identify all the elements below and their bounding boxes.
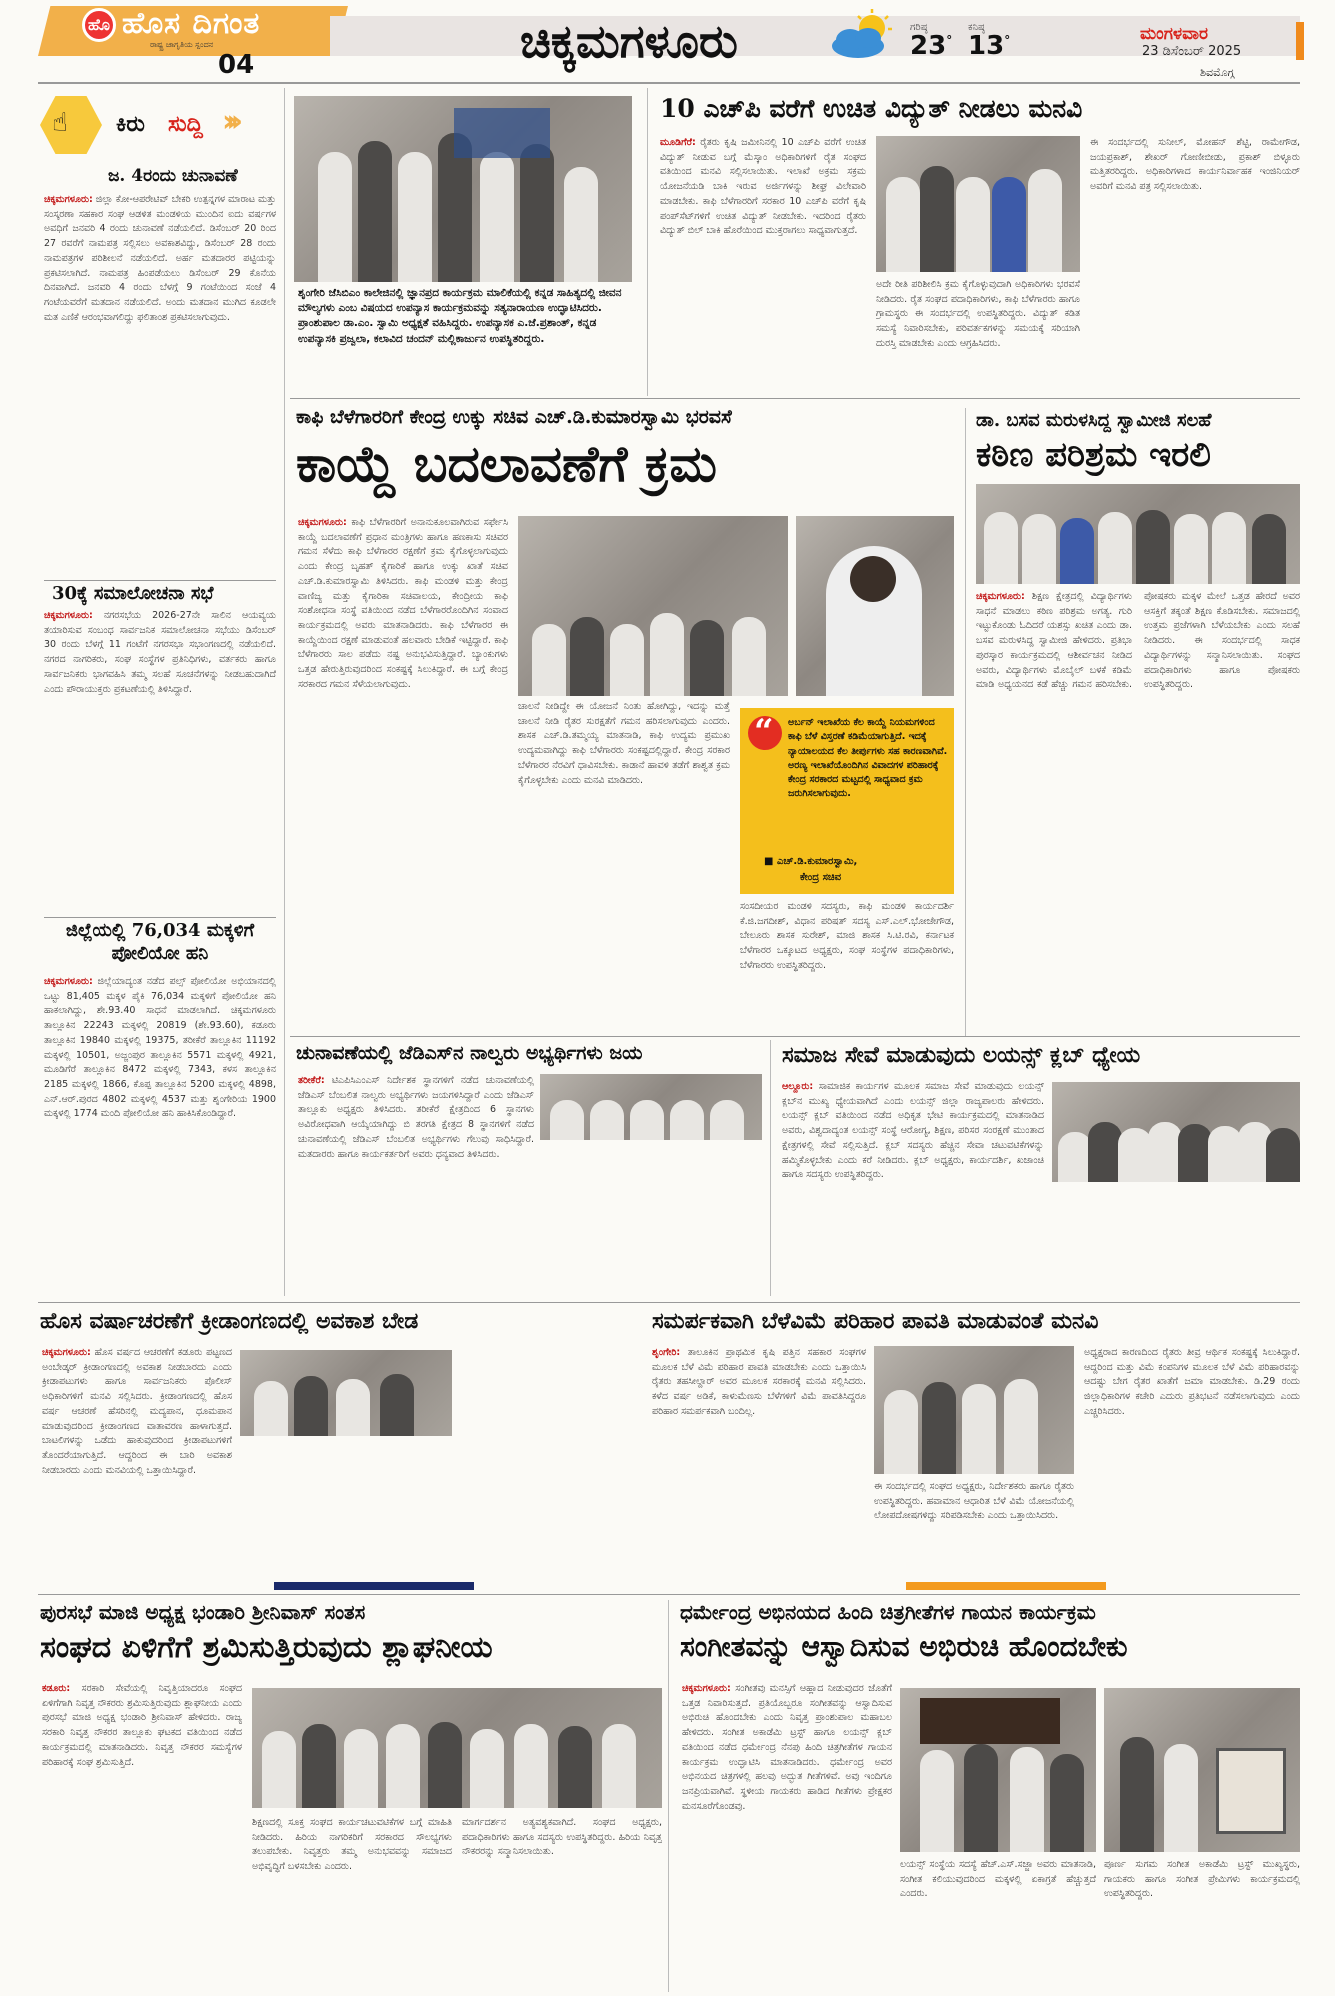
brief1-place: ಚಿಕ್ಕಮಗಳೂರು: bbox=[44, 194, 93, 205]
jds-photo bbox=[540, 1074, 762, 1140]
power-body1 bbox=[660, 136, 866, 382]
music-text2: ಧರ್ಮೇಂದ್ರ ಅವರ ಅಭಿನಯದ ಚಿತ್ರಗಳಲ್ಲಿ ಹಲವು ಅದ್ಭುತ ಗೀತೆಗಳಿವೆ. ಅವು ಇಂದಿಗೂ ಜನಪ್ರಿಯವಾಗಿವೆ. ಸ್ಥಳೀಯ ಗಾಯಕರು ಹಾಡಿದ ಗೀತೆಗಳು ಪ್ರೇಕ್ಷಕರ ಮನಸೂರೆಗೊಂಡವು. bbox=[682, 1756, 892, 1812]
max-temp-label: ಗರಿಷ್ಠ bbox=[910, 22, 928, 33]
swamiji-text: ಶಿಕ್ಷಣ ಕ್ಷೇತ್ರದಲ್ಲಿ ವಿದ್ಯಾರ್ಥಿಗಳು ಸಾಧನೆ ಮಾಡಲು ಕಠಿಣ ಪರಿಶ್ರಮ ಅಗತ್ಯ. ಗುರಿ ಇಟ್ಟುಕೊಂಡು ಓದಿದರೆ ಯಶಸ್ಸು ಖಚಿತ ಎಂದು ಡಾ. ಬಸವ ಮರುಳಸಿದ್ದ ಸ್ವಾಮೀಜಿ ಹೇಳಿದರು. ಪ್ರತಿಭಾ ಪುರಸ್ಕಾರ ಕಾರ್ಯಕ್ರಮದಲ್ಲಿ ಆಶೀರ್ವಚನ ನೀಡಿದ ಅವರು, ವಿದ್ಯಾರ್ಥಿಗಳು ಮೊಬೈಲ್ ಬಳಕೆ ಕಡಿಮೆ ಮಾಡಿ ಅಧ್ಯಯನದ ಕಡೆ ಹೆಚ್ಚು ಗಮನ ಹರಿಸಬೇಕು. ಪೋಷಕರು ಮಕ್ಕಳ ಮೇಲೆ ಒತ್ತಡ ಹೇರದೆ ಅವರ ಆಸಕ್ತಿಗೆ ತಕ್ಕಂತೆ ಶಿಕ್ಷಣ ಕೊಡಿಸಬೇಕು. ಸಮಾಜದಲ್ಲಿ ಉತ್ತಮ ಪ್ರಜೆಗಳಾಗಿ ಬೆಳೆಯಬೇಕು ಎಂದು ಸಲಹೆ ನೀಡಿದರು. ಈ ಸಂದರ್ಭದಲ್ಲಿ ಸಾಧಕ ವಿದ್ಯಾರ್ಥಿಗಳನ್ನು ಸನ್ಮಾನಿಸಲಾಯಿತು. ಸಂಘದ ಪದಾಧಿಕಾರಿಗಳು ಹಾಗೂ ಪೋಷಕರು ಉಪಸ್ಥಿತರಿದ್ದರು. bbox=[976, 591, 1300, 691]
brief2-place: ಚಿಕ್ಕಮಗಳೂರು: bbox=[44, 610, 93, 621]
power-text1: ರೈತರು ಕೃಷಿ ಜಮೀನಿನಲ್ಲಿ 10 ಎಚ್‌ಪಿ ವರೆಗೆ ಉಚಿತ ವಿದ್ಯುತ್ ನೀಡುವ ಬಗ್ಗೆ ಮೆಸ್ಕಾಂ ಅಧಿಕಾರಿಗಳಿಗೆ ರೈತ ಸಂಘದ ವತಿಯಿಂದ ಮನವಿ ಸಲ್ಲಿಸಲಾಯಿತು. ಇಲಾಖೆ ಅಕ್ರಮ ಸಕ್ರಮ ಯೋಜನೆಯಡಿ ಬಾಕಿ ಇರುವ ಅರ್ಜಿಗಳನ್ನು ಶೀಘ್ರ ವಿಲೇವಾರಿ ಮಾಡಬೇಕು. ಕಾಫಿ ಬೆಳೆಗಾರರಿಗೆ ಸರಕಾರ 10 ಎಚ್‌ಪಿ ವರೆಗೆ ಕೃಷಿ ಪಂಪ್‌ಸೆಟ್‌ಗಳಿಗೆ ಉಚಿತ ವಿದ್ಯುತ್ ನೀಡಬೇಕು. ಇದರಿಂದ ರೈತರು ವಿದ್ಯುತ್ ಬಿಲ್ ಬಾಕಿ ಹೊರೆಯಿಂದ ಮುಕ್ತರಾಗಲು ಸಾಧ್ಯವಾಗುತ್ತದೆ. bbox=[660, 137, 866, 237]
crop-body1 bbox=[652, 1346, 866, 1562]
jds-text: ಟಿಎಪಿಸಿಎಂಎಸ್ ನಿರ್ದೇಶಕ ಸ್ಥಾನಗಳಿಗೆ ನಡೆದ ಚುನಾವಣೆಯಲ್ಲಿ ಜೆಡಿಎಸ್ ಬೆಂಬಲಿತ ನಾಲ್ವರು ಅಭ್ಯರ್ಥಿಗಳು ಜಯಗಳಿಸಿದ್ದಾರೆ ಎಂದು ಜೆಡಿಎಸ್ ತಾಲ್ಲೂಕು ಅಧ್ಯಕ್ಷರು ತಿಳಿಸಿದರು. ತರೀಕೆರೆ ಕ್ಷೇತ್ರದಿಂದ 6 ಸ್ಥಾನಗಳು ಅವಿರೋಧವಾಗಿ ಆಯ್ಕೆಯಾಗಿದ್ದು ಬಿ ತರಗತಿ ಕ್ಷೇತ್ರದ 8 ಸ್ಥಾನಗಳಿಗೆ ನಡೆದ ಚುನಾವಣೆಯಲ್ಲಿ ಜೆಡಿಎಸ್ ಬೆಂಬಲಿತ ಅಭ್ಯರ್ಥಿಗಳು ಗೆಲುವು ಸಾಧಿಸಿದ್ದಾರೆ. ಮತದಾರರು ಹಾಗೂ ಕಾರ್ಯಕರ್ತರಿಗೆ ಅವರು ಧನ್ಯವಾದ ತಿಳಿಸಿದರು. bbox=[298, 1075, 534, 1160]
coffee-kicker: ಕಾಫಿ ಬೆಳೆಗಾರರಿಗೆ ಕೇಂದ್ರ ಉಕ್ಕು ಸಚಿವ ಎಚ್.ಡಿ.ಕುಮಾರಸ್ವಾಮಿ ಭರವಸೆ bbox=[296, 406, 732, 428]
sub-city-label: ಶಿವಮೊಗ್ಗ bbox=[1200, 66, 1235, 79]
max-temp-deg: ° bbox=[946, 33, 953, 48]
crop-text1: ತಾಲೂಕಿನ ಪ್ರಾಥಮಿಕ ಕೃಷಿ ಪತ್ತಿನ ಸಹಕಾರ ಸಂಘಗಳ ಮೂಲಕ ಬೆಳೆ ವಿಮೆ ಪರಿಹಾರ ಪಾವತಿ ಮಾಡಬೇಕು ಎಂದು ಒತ್ತಾಯಿಸಿ ರೈತರು ತಹಸೀಲ್ದಾರ್ ಅವರ ಮೂಲಕ ಸರಕಾರಕ್ಕೆ ಮನವಿ ಸಲ್ಲಿಸಿದರು. ಕಳೆದ ವರ್ಷ ಅಡಿಕೆ, ಕಾಳುಮೆಣಸು ಬೆಳೆಗಳಿಗೆ ವಿಮೆ ಪಾವತಿಸಿದ್ದರೂ ಪರಿಹಾರ ಸಮರ್ಪಕವಾಗಿ ಬಂದಿಲ್ಲ. bbox=[652, 1347, 866, 1417]
music-place: ಚಿಕ್ಕಮಗಳೂರು: bbox=[682, 1683, 731, 1694]
brief3-text: ಜಿಲ್ಲೆಯಾದ್ಯಂತ ನಡೆದ ಪಲ್ಸ್ ಪೋಲಿಯೋ ಅಭಿಯಾನದಲ್ಲಿ ಒಟ್ಟು 81,405 ಮಕ್ಕಳ ಪೈಕಿ 76,034 ಮಕ್ಕಳಿಗೆ ಪೋಲಿಯೋ ಹನಿ ಹಾಕಲಾಗಿದ್ದು, ಶೇ.93.40 ಸಾಧನೆ ಮಾಡಲಾಗಿದೆ. ಚಿಕ್ಕಮಗಳೂರು ತಾಲ್ಲೂಕಿನ 22243 ಮಕ್ಕಳಲ್ಲಿ 20819 (ಶೇ.93.60), ಕಡೂರು ತಾಲ್ಲೂಕಿನ 19840 ಮಕ್ಕಳಲ್ಲಿ 19375, ತರೀಕೆರೆ ತಾಲ್ಲೂಕಿನ 11192 ಮಕ್ಕಳಲ್ಲಿ 10501, ಅಜ್ಜಂಪುರ ತಾಲ್ಲೂಕಿನ 5571 ಮಕ್ಕಳಲ್ಲಿ 4921, ಮೂಡಿಗೆರೆ ತಾಲ್ಲೂಕಿನ 8472 ಮಕ್ಕಳಲ್ಲಿ 7343, ಕಳಸ ತಾಲ್ಲೂಕಿನ 2185 ಮಕ್ಕಳಲ್ಲಿ 1866, ಕೊಪ್ಪ ತಾಲ್ಲೂಕಿನ 5200 ಮಕ್ಕಳಲ್ಲಿ 4898, ಎನ್.ಆರ್.ಪುರದ 4802 ಮಕ್ಕಳಲ್ಲಿ 4537 ಮತ್ತು ಶೃಂಗೇರಿಯ 1900 ಮಕ್ಕಳಲ್ಲಿ 1774 ಮಂದಿ ಪೋಲಿಯೋ ಹನಿ ಹಾಕಿಸಿಕೊಂಡಿದ್ದಾರೆ. bbox=[44, 976, 276, 1120]
lions-body bbox=[782, 1080, 1044, 1290]
coffee-place: ಚಿಕ್ಕಮಗಳೂರು: bbox=[298, 517, 347, 528]
divider bbox=[44, 917, 276, 918]
brief1-title: ಜ. 4ರಂದು ಚುನಾವಣೆ bbox=[108, 166, 238, 186]
coffee-minister-photo bbox=[796, 516, 954, 696]
power-body3: ಈ ಸಂದರ್ಭದಲ್ಲಿ ಸುನೀಲ್, ಮೋಹನ್ ಶೆಟ್ಟಿ, ರಾಮೇಗೌಡ, ಜಯಪ್ರಕಾಶ್, ಶೇಖರ್ ಗೋಣೀಬೀಡು, ಪ್ರಕಾಶ್ ಬಿಳ್ಳೂರು ಮತ್ತಿತರರಿದ್ದರು. ಅಧಿಕಾರಿಗಳಾದ ಕಾರ್ಯನಿರ್ವಾಹಕ ಇಂಜಿನಿಯರ್ ಅವರಿಗೆ ಮನವಿ ಪತ್ರ ಸಲ್ಲಿಸಲಾಯಿತು. bbox=[1090, 137, 1300, 193]
divider bbox=[290, 1036, 1300, 1037]
coffee-quote-role: ಕೇಂದ್ರ ಸಚಿವ bbox=[800, 872, 842, 883]
brief2-text: ನಗರಸಭೆಯ 2026-27ನೇ ಸಾಲಿನ ಆಯವ್ಯಯ ತಯಾರಿಸುವ ಸಂಬಂಧ ಸಾರ್ವಜನಿಕ ಸಮಾಲೋಚನಾ ಸಭೆಯು ಡಿಸೆಂಬರ್ 30 ರಂದು ಬೆಳಗ್ಗೆ 11 ಗಂಟೆಗೆ ನಗರಸಭಾ ಸಭಾಂಗಣದಲ್ಲಿ ನಡೆಯಲಿದೆ. ನಗರದ ನಾಗರಿಕರು, ಸಂಘ ಸಂಸ್ಥೆಗಳ ಪ್ರತಿನಿಧಿಗಳು, ವರ್ತಕರು ಹಾಗೂ ಸಾರ್ವಜನಿಕರು ಭಾಗವಹಿಸಿ ತಮ್ಮ ಸಲಹೆ ಸೂಚನೆಗಳನ್ನು ನೀಡಬಹುದಾಗಿದೆ ಎಂದು ಪೌರಾಯುಕ್ತರು ಪ್ರಕಟಣೆಯಲ್ಲಿ ತಿಳಿಸಿದ್ದಾರೆ. bbox=[44, 610, 276, 695]
sports-photo bbox=[240, 1350, 452, 1436]
header-rule bbox=[38, 82, 1300, 84]
power-body2: ಅದೇ ರೀತಿ ಪರಿಶೀಲಿಸಿ ಕ್ರಮ ಕೈಗೊಳ್ಳುವುದಾಗಿ ಅಧಿಕಾರಿಗಳು ಭರವಸೆ ನೀಡಿದರು. ರೈತ ಸಂಘದ ಪದಾಧಿಕಾರಿಗಳು, ಕಾಫಿ ಬೆಳೆಗಾರರು ಹಾಗೂ ಗ್ರಾಮಸ್ಥರು ಈ ಸಂದರ್ಭದಲ್ಲಿ ಉಪಸ್ಥಿತರಿದ್ದರು. ವಿದ್ಯುತ್ ಕಡಿತ ಸಮಸ್ಯೆ ನಿವಾರಿಸಬೇಕು, ಪರಿವರ್ತಕಗಳನ್ನು ಸಮಯಕ್ಕೆ ಸರಿಯಾಗಿ ದುರಸ್ತಿ ಮಾಡಬೇಕು ಎಂದು ಆಗ್ರಹಿಸಿದರು. bbox=[876, 279, 1080, 349]
music-photo-right bbox=[1104, 1688, 1300, 1852]
sangha-body1 bbox=[42, 1682, 242, 1992]
swamiji-place: ಚಿಕ್ಕಮಗಳೂರು: bbox=[976, 591, 1025, 602]
coffee-headline: ಕಾಯ್ದೆ ಬದಲಾವಣೆಗೆ ಕ್ರಮ bbox=[296, 434, 717, 493]
music-photo-left bbox=[900, 1688, 1096, 1852]
chevrons-icon: ››› bbox=[222, 104, 236, 139]
sringeri-caption: ಶೃಂಗೇರಿ ಜೆಸಿಬಿಎಂ ಕಾಲೇಜಿನಲ್ಲಿ ಜ್ಞಾನಪ್ರದ ಕಾರ್ಯಕ್ರಮ ಮಾಲಿಕೆಯಲ್ಲಿ ಕನ್ನಡ ಸಾಹಿತ್ಯದಲ್ಲಿ ಜೀವನ ಮೌಲ್ಯಗಳು ಎಂಬ ವಿಷಯದ ಉಪನ್ಯಾಸ ಕಾರ್ಯಕ್ರಮವನ್ನು ಸತ್ಯನಾರಾಯಣ ಉದ್ಘಾಟಿಸಿದರು. ಪ್ರಾಂಶುಪಾಲ ಡಾ.ಎಂ. ಸ್ವಾಮಿ ಅಧ್ಯಕ್ಷತೆ ವಹಿಸಿದ್ದರು. ಉಪನ್ಯಾಸಕ ಎ.ಜೆ.ಪ್ರಶಾಂತ್, ಕನ್ನಡ ಉಪನ್ಯಾಸಕಿ ಪ್ರಜ್ವಲಾ, ಕಲಾವಿದ ಚಂದನ್ ಮಲ್ಲಿಕಾರ್ಜುನ ಉಪಸ್ಥಿತರಿದ್ದರು. bbox=[298, 287, 622, 345]
music-caption-left: ಲಯನ್ಸ್ ಸಂಸ್ಥೆಯ ಸದಸ್ಯೆ ಹೆಚ್.ಎಸ್.ಸಜ್ಜಾ ಅವರು ಮಾತನಾಡಿ, ಸಂಗೀತ ಕಲಿಯುವುದರಿಂದ ಮಕ್ಕಳಲ್ಲಿ ಏಕಾಗ್ರತೆ ಹೆಚ್ಚುತ್ತದೆ ಎಂದರು. bbox=[900, 1859, 1096, 1900]
hand-glyph-icon: ☝ bbox=[52, 108, 68, 138]
lions-photo bbox=[1052, 1082, 1300, 1182]
coffee-body1 bbox=[298, 516, 508, 1028]
divider bbox=[290, 398, 1300, 399]
music-caption-right: ಪೂರ್ಣ ಸುಗಮ ಸಂಗೀತ ಅಕಾಡೆಮಿ ಟ್ರಸ್ಟ್ ಮುಖ್ಯಸ್ಥರು, ಗಾಯಕರು ಹಾಗೂ ಸಂಗೀತ ಪ್ರೇಮಿಗಳು ಕಾರ್ಯಕ್ರಮದಲ್ಲಿ ಉಪಸ್ಥಿತರಿದ್ದರು. bbox=[1104, 1859, 1300, 1900]
coffee-body2: ಚಾಲನೆ ನೀಡಿದ್ದೇ ಈ ಯೋಜನೆ ನಿಂತು ಹೋಗಿದ್ದು, ಇದನ್ನು ಮತ್ತೆ ಚಾಲನೆ ನೀಡಿ ರೈತರ ಸುರಕ್ಷತೆಗೆ ಗಮನ ಹರಿಸಲಾಗುವುದು ಎಂದರು. ಶಾಸಕ ಎಚ್.ಡಿ.ತಮ್ಮಯ್ಯ ಮಾತನಾಡಿ, ಕಾಫಿ ಉದ್ಯಮ ಪ್ರಮುಖ ಉದ್ಯಮವಾಗಿದ್ದು ಕಾಫಿ ಬೆಳೆಗಾರರು ಸಂಕಷ್ಟದಲ್ಲಿದ್ದಾರೆ. ಕೇಂದ್ರ ಸರಕಾರ ಬೆಳೆಗಾರರ ನೆರವಿಗೆ ಧಾವಿಸಬೇಕು. ಕಾಡಾನೆ ಹಾವಳಿ ತಡೆಗೆ ಶಾಶ್ವತ ಕ್ರಮ ಕೈಗೊಳ್ಳಬೇಕು ಎಂದು ಮನವಿ ಮಾಡಿದರು. bbox=[518, 701, 730, 786]
lions-place: ಆಲ್ದೂರು: bbox=[782, 1081, 814, 1092]
sports-text: ಹೊಸ ವರ್ಷದ ಆಚರಣೆಗೆ ಕಡೂರು ಪಟ್ಟಣದ ಅಂಬೇಡ್ಕರ್ ಕ್ರೀಡಾಂಗಣದಲ್ಲಿ ಅವಕಾಶ ನೀಡಬಾರದು ಎಂದು ಕ್ರೀಡಾಪಟುಗಳು ಹಾಗೂ ಸಾರ್ವಜನಿಕರು ಪೊಲೀಸ್ ಅಧಿಕಾರಿಗಳಿಗೆ ಮನವಿ ಸಲ್ಲಿಸಿದರು. ಕ್ರೀಡಾಂಗಣದಲ್ಲಿ ಹೊಸ ವರ್ಷ ಆಚರಣೆ ಹೆಸರಿನಲ್ಲಿ ಮದ್ಯಪಾನ, ಧೂಮಪಾನ ಮಾಡುವುದರಿಂದ ಕ್ರೀಡಾಂಗಣದ ವಾತಾವರಣ ಹಾಳಾಗುತ್ತದೆ. ಬಾಟಲಿಗಳನ್ನು ಒಡೆದು ಹಾಕುವುದರಿಂದ ಕ್ರೀಡಾಪಟುಗಳಿಗೆ ತೊಂದರೆಯಾಗುತ್ತಿದೆ. ಆದ್ದರಿಂದ ಈ ಬಾರಿ ಅವಕಾಶ ನೀಡಬಾರದು ಎಂದು ಮನವಿಯಲ್ಲಿ ಒತ್ತಾಯಿಸಿದ್ದಾರೆ. bbox=[42, 1347, 232, 1476]
max-temp-value: 23 bbox=[910, 31, 947, 61]
swamiji-body bbox=[976, 590, 1300, 1028]
coffee-quote-name: ■ ಎಚ್.ಡಿ.ಕುಮಾರಸ್ವಾಮಿ, bbox=[764, 856, 858, 867]
coffee-body3: ಸಂಸದೀಯರ ಮಂಡಳಿ ಸದಸ್ಯರು, ಕಾಫಿ ಮಂಡಳಿ ಕಾರ್ಯದರ್ಶಿ ಕೆ.ಜಿ.ಜಗದೀಶ್, ವಿಧಾನ ಪರಿಷತ್ ಸದಸ್ಯ ಎಸ್.ಎಲ್.ಭೋಜೇಗೌಡ, ಬೇಲೂರು ಶಾಸಕ ಸುರೇಶ್, ಮಾಜಿ ಶಾಸಕ ಸಿ.ಟಿ.ರವಿ, ಕರ್ನಾಟಕ ಬೆಳೆಗಾರರ ಒಕ್ಕೂಟದ ಅಧ್ಯಕ್ಷರು, ಸಂಘ ಸಂಸ್ಥೆಗಳ ಪದಾಧಿಕಾರಿಗಳು, ಬೆಳೆಗಾರರು ಉಪಸ್ಥಿತರಿದ್ದರು. bbox=[740, 901, 954, 971]
coffee-quote-text: ಅರ್ಬನ್ ಇಲಾಖೆಯ ಕೆಲ ಕಾಯ್ದೆ ನಿಯಮಗಳಿಂದ ಕಾಫಿ ಬೆಳೆ ವಿಸ್ತರಣೆ ಕಡಿಮೆಯಾಗುತ್ತಿದೆ. ಇದಕ್ಕೆ ನ್ಯಾಯಾಲಯದ ಕೆಲ ತೀರ್ಪುಗಳು ಸಹ ಕಾರಣವಾಗಿವೆ. ಅರಣ್ಯ ಇಲಾಖೆಯೊಂದಿಗಿನ ವಿವಾದಗಳ ಪರಿಹಾರಕ್ಕೆ ಕೇಂದ್ರ ಸರಕಾರದ ಮಟ್ಟದಲ್ಲಿ ಸಾಧ್ಯವಾದ ಕ್ರಮ ಜರುಗಿಸಲಾಗುವುದು. bbox=[788, 717, 948, 800]
edition-title: ಚಿಕ್ಕಮಗಳೂರು bbox=[520, 14, 738, 68]
stripe-dark bbox=[274, 1582, 474, 1590]
sangha-body2: ಶಿಕ್ಷಣದಲ್ಲಿ ಸೂಕ್ತ ಸಂಘದ ಕಾರ್ಯಚಟುವಟಿಕೆಗಳ ಬಗ್ಗೆ ಮಾಹಿತಿ ನೀಡಿದರು. ಹಿರಿಯ ನಾಗರಿಕರಿಗೆ ಸರಕಾರದ ಸೌಲಭ್ಯಗಳು ತಲುಪಬೇಕು. ನಿವೃತ್ತರು ತಮ್ಮ ಅನುಭವವನ್ನು ಸಮಾಜದ ಅಭಿವೃದ್ಧಿಗೆ ಬಳಸಬೇಕು ಎಂದರು. bbox=[252, 1817, 452, 1873]
music-headline: ಸಂಗೀತವನ್ನು ಆಸ್ವಾದಿಸುವ ಅಭಿರುಚಿ ಹೊಂದಬೇಕು bbox=[680, 1630, 1128, 1663]
kirusuddi-label-b: ಸುದ್ದಿ bbox=[168, 112, 203, 137]
brief3-place: ಚಿಕ್ಕಮಗಳೂರು: bbox=[44, 976, 93, 987]
sangha-kicker: ಪುರಸಭೆ ಮಾಜಿ ಅಧ್ಯಕ್ಷ ಭಂಡಾರಿ ಶ್ರೀನಿವಾಸ್ ಸಂತಸ bbox=[40, 1600, 366, 1624]
sangha-text1: ಸರಕಾರಿ ಸೇವೆಯಲ್ಲಿ ನಿವೃತ್ತಿಯಾದರೂ ಸಂಘದ ಏಳಿಗೆಗಾಗಿ ನಿವೃತ್ತ ನೌಕರರು ಶ್ರಮಿಸುತ್ತಿರುವುದು ಶ್ಲಾಘನೀಯ ಎಂದು ಪುರಸಭೆ ಮಾಜಿ ಅಧ್ಯಕ್ಷ ಭಂಡಾರಿ ಶ್ರೀನಿವಾಸ್ ಹೇಳಿದರು. ರಾಜ್ಯ ಸರಕಾರಿ ನಿವೃತ್ತ ನೌಕರರ ತಾಲ್ಲೂಕು ಘಟಕದ ವತಿಯಿಂದ ನಡೆದ ಕಾರ್ಯಕ್ರಮದಲ್ಲಿ ಮಾತನಾಡಿದರು. ನಿವೃತ್ತ ನೌಕರರ ಸಮಸ್ಯೆಗಳ ಪರಿಹಾರಕ್ಕೆ ಸಂಘ ಶ್ರಮಿಸುತ್ತಿದೆ. bbox=[42, 1683, 242, 1768]
divider bbox=[38, 1594, 1300, 1595]
lions-headline: ಸಮಾಜ ಸೇವೆ ಮಾಡುವುದು ಲಯನ್ಸ್ ಕ್ಲಬ್ ಧ್ಯೇಯ bbox=[782, 1042, 1141, 1068]
swamiji-kicker: ಡಾ. ಬಸವ ಮರುಳಸಿದ್ದ ಸ್ವಾಮೀಜಿ ಸಲಹೆ bbox=[976, 410, 1212, 431]
sringeri-photo bbox=[294, 96, 632, 282]
brief1-body bbox=[44, 193, 276, 556]
brief2-title: 30ಕ್ಕೆ ಸಮಾಲೋಚನಾ ಸಭೆ bbox=[52, 583, 214, 604]
jds-body bbox=[298, 1074, 534, 1290]
column-divider bbox=[284, 88, 285, 1296]
sports-headline: ಹೊಸ ವರ್ಷಾಚರಣೆಗೆ ಕ್ರೀಡಾಂಗಣದಲ್ಲಿ ಅವಕಾಶ ಬೇಡ bbox=[40, 1308, 419, 1334]
weather-icon bbox=[828, 8, 902, 60]
crop-body2: ಈ ಸಂದರ್ಭದಲ್ಲಿ ಸಂಘದ ಅಧ್ಯಕ್ಷರು, ನಿರ್ದೇಶಕರು ಹಾಗೂ ರೈತರು ಉಪಸ್ಥಿತರಿದ್ದರು. ಹವಾಮಾನ ಆಧಾರಿತ ಬೆಳೆ ವಿಮೆ ಯೋಜನೆಯಲ್ಲಿ ಲೋಪದೋಷಗಳಿದ್ದು ಸರಿಪಡಿಸಬೇಕು ಎಂದು ಒತ್ತಾಯಿಸಿದರು. bbox=[874, 1481, 1074, 1522]
column-divider bbox=[647, 88, 648, 396]
brief3-body bbox=[44, 975, 276, 1290]
power-place: ಮೂಡಿಗೆರೆ: bbox=[660, 137, 696, 148]
min-temp-value: 13 bbox=[968, 31, 1005, 61]
column-divider bbox=[965, 408, 966, 1036]
swamiji-headline: ಕಠಿಣ ಪರಿಶ್ರಮ ಇರಲಿ bbox=[976, 435, 1211, 475]
sangha-photo bbox=[252, 1688, 662, 1808]
power-headline: 10 ಎಚ್‌ಪಿ ವರೆಗೆ ಉಚಿತ ವಿದ್ಯುತ್ ನೀಡಲು ಮನವಿ bbox=[660, 94, 1083, 123]
stripe-orange bbox=[906, 1582, 1106, 1590]
page-number: 04 bbox=[218, 50, 255, 80]
power-photo bbox=[876, 136, 1080, 272]
min-temp-deg: ° bbox=[1004, 33, 1011, 48]
quote-name-text: ಎಚ್.ಡಿ.ಕುಮಾರಸ್ವಾಮಿ, bbox=[776, 856, 858, 867]
brief2-body bbox=[44, 609, 276, 881]
music-body bbox=[682, 1682, 892, 1992]
brand-name: ಹೊಸ ದಿಗಂತ bbox=[122, 6, 261, 41]
crop-body3: ಅಧ್ಯಕ್ಷರಾದ ಕಾರಣದಿಂದ ರೈತರು ತೀವ್ರ ಆರ್ಥಿಕ ಸಂಕಷ್ಟಕ್ಕೆ ಸಿಲುಕಿದ್ದಾರೆ. ಆದ್ದರಿಂದ ಮತ್ತು ವಿಮೆ ಕಂಪನಿಗಳ ಮೂಲಕ ಬೆಳೆ ವಿಮೆ ಪರಿಹಾರವನ್ನು ಆದಷ್ಟು ಬೇಗ ರೈತರ ಖಾತೆಗೆ ಜಮಾ ಮಾಡಬೇಕು. ಡಿ.29 ರಂದು ಜಿಲ್ಲಾಧಿಕಾರಿಗಳ ಕಚೇರಿ ಎದುರು ಪ್ರತಿಭಟನೆ ನಡೆಸಲಾಗುವುದು ಎಂದು ಎಚ್ಚರಿಸಿದರು. bbox=[1084, 1347, 1300, 1417]
jds-place: ತರೀಕೆರೆ: bbox=[298, 1075, 325, 1086]
music-text1: ಸಂಗೀತವು ಮನಸ್ಸಿಗೆ ಆಹ್ಲಾದ ನೀಡುವುದರ ಜೊತೆಗೆ ಒತ್ತಡ ನಿವಾರಿಸುತ್ತದೆ. ಪ್ರತಿಯೊಬ್ಬರೂ ಸಂಗೀತವನ್ನು ಆಸ್ವಾದಿಸುವ ಅಭಿರುಚಿ ಹೊಂದಬೇಕು ಎಂದು ನಿವೃತ್ತ ಪ್ರಾಂಶುಪಾಲ ಮಹಾಬಲ ಹೇಳಿದರು. ಸಂಗೀತ ಅಕಾಡೆಮಿ ಟ್ರಸ್ಟ್ ಹಾಗೂ ಲಯನ್ಸ್ ಕ್ಲಬ್ ವತಿಯಿಂದ ನಡೆದ ಧರ್ಮೇಂದ್ರ ನೆನಪು ಹಿಂದಿ ಚಿತ್ರಗೀತೆಗಳ ಗಾಯನ ಕಾರ್ಯಕ್ರಮ ಉದ್ಘಾಟಿಸಿ ಮಾತನಾಡಿದರು. bbox=[682, 1683, 892, 1768]
crop-headline: ಸಮರ್ಪಕವಾಗಿ ಬೆಳೆವಿಮೆ ಪರಿಹಾರ ಪಾವತಿ ಮಾಡುವಂತೆ ಮನವಿ bbox=[652, 1308, 1099, 1334]
column-divider bbox=[770, 1040, 771, 1296]
sports-place: ಚಿಕ್ಕಮಗಳೂರು: bbox=[42, 1347, 91, 1358]
brief3-title: ಜಿಲ್ಲೆಯಲ್ಲಿ 76,034 ಮಕ್ಕಳಿಗೆ ಪೋಲಿಯೋ ಹನಿ bbox=[65, 920, 255, 964]
brand-tagline: ರಾಷ್ಟ್ರ ಜಾಗೃತಿಯ ಸ್ಪಂದನ bbox=[150, 40, 214, 49]
coffee-audience-photo bbox=[518, 516, 788, 696]
day-label: ಮಂಗಳವಾರ bbox=[1140, 24, 1209, 44]
sangha-headline: ಸಂಘದ ಏಳಿಗೆಗೆ ಶ್ರಮಿಸುತ್ತಿರುವುದು ಶ್ಲಾಘನೀಯ bbox=[40, 1630, 493, 1665]
brief1-text: ಜಿಲ್ಲಾ ಕೋ-ಆಪರೇಟಿವ್ ಬೇಕರಿ ಉತ್ಪನ್ನಗಳ ಮಾರಾಟ ಮತ್ತು ಸಂಸ್ಕರಣಾ ಸಹಕಾರ ಸಂಘ ಆಡಳಿತ ಮಂಡಳಿಯ ಮುಂದಿನ ಐದು ವರ್ಷಗಳ ಅವಧಿಗೆ ಜನವರಿ 4 ರಂದು ಚುನಾವಣೆ ನಡೆಯಲಿದೆ. ಡಿಸೆಂಬರ್ 20 ರಿಂದ 27 ರವರೆಗೆ ನಾಮಪತ್ರ ಸಲ್ಲಿಸಲು ಅವಕಾಶವಿದ್ದು, ಡಿಸೆಂಬರ್ 28 ರಂದು ನಾಮಪತ್ರಗಳ ಪರಿಶೀಲನೆ ನಡೆಯಲಿದೆ. ಅರ್ಹ ಮತದಾರರ ಪಟ್ಟಿಯನ್ನು ಪ್ರಕಟಿಸಲಾಗಿದೆ. ನಾಮಪತ್ರ ಹಿಂಪಡೆಯಲು ಡಿಸೆಂಬರ್ 29 ಕೊನೆಯ ದಿನವಾಗಿದೆ. ಜನವರಿ 4 ರಂದು ಬೆಳಗ್ಗೆ 9 ಗಂಟೆಯಿಂದ ಸಂಜೆ 4 ಗಂಟೆಯವರೆಗೆ ಮತದಾನ ನಡೆಯಲಿದೆ. ಅಂದು ಮತದಾನ ಮುಗಿದ ಕೂಡಲೇ ಮತ ಎಣಿಕೆ ಆರಂಭವಾಗಲಿದ್ದು ಫಲಿತಾಂಶ ಪ್ರಕಟಿಸಲಾಗುವುದು. bbox=[44, 194, 276, 323]
coffee-text1: ಕಾಫಿ ಬೆಳೆಗಾರರಿಗೆ ಅನಾನುಕೂಲವಾಗಿರುವ ಸರ್ಫೇಸಿ ಕಾಯ್ದೆ ಬದಲಾವಣೆಗೆ ಪ್ರಧಾನ ಮಂತ್ರಿಗಳು ಹಾಗೂ ಹಣಕಾಸು ಸಚಿವರ ಗಮನ ಸೆಳೆದು ಕಾಫಿ ಬೆಳೆಗಾರರ ರಕ್ಷಣೆಗೆ ಕ್ರಮ ಕೈಗೊಳ್ಳಲಾಗುವುದು ಎಂದು ಕೇಂದ್ರ ಬೃಹತ್ ಕೈಗಾರಿಕೆ ಹಾಗೂ ಉಕ್ಕು ಖಾತೆ ಸಚಿವ ಎಚ್.ಡಿ.ಕುಮಾರಸ್ವಾಮಿ ತಿಳಿಸಿದರು. ಕಾಫಿ ಮಂಡಳಿ ಮತ್ತು ಕೇಂದ್ರ ವಾಣಿಜ್ಯ ಮತ್ತು ಕೈಗಾರಿಕಾ ಸಚಿವಾಲಯ, ಕೇಂದ್ರೀಯ ಕಾಫಿ ಸಂಶೋಧನಾ ಸಂಸ್ಥೆ ವತಿಯಿಂದ ನಡೆದ ಬೆಳೆಗಾರರೊಂದಿಗಿನ ಸಂವಾದ ಕಾರ್ಯಕ್ರಮದಲ್ಲಿ ಅವರು ಮಾತನಾಡಿದರು. ಕಾಫಿ ಬೆಳೆಗಾರರ ಈ ಕಾಯ್ದೆಯಿಂದ ರಕ್ಷಣೆ ಮಾಡುವಂತೆ ಹಲವಾರು ಬೇಡಿಕೆ ಇಟ್ಟಿದ್ದಾರೆ. ಕಾಫಿ ಬೆಳೆಗಾರರು ಸಾಲ ಪಡೆದು ನಷ್ಟ ಅನುಭವಿಸುತ್ತಿದ್ದಾರೆ. ಬ್ಯಾಂಕುಗಳು ಒತ್ತಡ ಹೇರುತ್ತಿರುವುದರಿಂದ ಸಂಕಷ್ಟಕ್ಕೆ ಸಿಲುಕಿದ್ದಾರೆ. ಈ ಬಗ್ಗೆ ಕೇಂದ್ರ ಸರಕಾರದ ಗಮನ ಸೆಳೆಯಲಾಗುವುದು. bbox=[298, 517, 508, 690]
crop-place: ಶೃಂಗೇರಿ: bbox=[652, 1347, 681, 1358]
kirusuddi-label-a: ಕಿರು bbox=[116, 112, 145, 137]
divider bbox=[38, 1302, 1300, 1303]
divider bbox=[44, 580, 276, 581]
sangha-place: ಕಡೂರು: bbox=[42, 1683, 71, 1694]
brand-logo-icon: ಹೊ bbox=[82, 8, 116, 42]
jds-headline: ಚುನಾವಣೆಯಲ್ಲಿ ಜೆಡಿಎಸ್‌ನ ನಾಲ್ವರು ಅಭ್ಯರ್ಥಿಗಳು ಜಯ bbox=[296, 1042, 643, 1064]
min-temp-label: ಕನಿಷ್ಠ bbox=[968, 22, 985, 33]
sangha-body3: ಮಾರ್ಗದರ್ಶನ ಅತ್ಯವಶ್ಯಕವಾಗಿದೆ. ಸಂಘದ ಅಧ್ಯಕ್ಷರು, ಪದಾಧಿಕಾರಿಗಳು ಹಾಗೂ ಸದಸ್ಯರು ಉಪಸ್ಥಿತರಿದ್ದರು. ಹಿರಿಯ ನಿವೃತ್ತ ನೌಕರರನ್ನು ಸನ್ಮಾನಿಸಲಾಯಿತು. bbox=[462, 1817, 662, 1858]
date-label: 23 ಡಿಸೆಂಬರ್ 2025 bbox=[1142, 44, 1242, 59]
max-temp-block bbox=[910, 22, 952, 61]
header-accent-bar bbox=[1296, 22, 1304, 60]
crop-photo bbox=[874, 1346, 1074, 1474]
sports-body bbox=[42, 1346, 232, 1562]
lions-text: ಸಾಮಾಜಿಕ ಕಾರ್ಯಗಳ ಮೂಲಕ ಸಮಾಜ ಸೇವೆ ಮಾಡುವುದು ಲಯನ್ಸ್ ಕ್ಲಬ್‌ನ ಮುಖ್ಯ ಧ್ಯೇಯವಾಗಿದೆ ಎಂದು ಲಯನ್ಸ್ ಜಿಲ್ಲಾ ರಾಜ್ಯಪಾಲರು ಹೇಳಿದರು. ಲಯನ್ಸ್ ಕ್ಲಬ್ ವತಿಯಿಂದ ನಡೆದ ಅಧಿಕೃತ ಭೇಟಿ ಕಾರ್ಯಕ್ರಮದಲ್ಲಿ ಮಾತನಾಡಿದ ಅವರು, ವಿಶ್ವದಾದ್ಯಂತ ಲಯನ್ಸ್ ಸಂಸ್ಥೆ ಆರೋಗ್ಯ, ಶಿಕ್ಷಣ, ಪರಿಸರ ಸಂರಕ್ಷಣೆ ಮುಂತಾದ ಕ್ಷೇತ್ರಗಳಲ್ಲಿ ಸೇವೆ ಸಲ್ಲಿಸುತ್ತಿದೆ. ಕ್ಲಬ್ ಸದಸ್ಯರು ಹೆಚ್ಚಿನ ಸೇವಾ ಚಟುವಟಿಕೆಗಳನ್ನು ಹಮ್ಮಿಕೊಳ್ಳಬೇಕು ಎಂದು ಕರೆ ನೀಡಿದರು. ಕ್ಲಬ್ ಅಧ್ಯಕ್ಷರು, ಕಾರ್ಯದರ್ಶಿ, ಖಜಾಂಚಿ ಹಾಗೂ ಸದಸ್ಯರು ಉಪಸ್ಥಿತರಿದ್ದರು. bbox=[782, 1081, 1044, 1181]
music-kicker: ಧರ್ಮೇಂದ್ರ ಅಭಿನಯದ ಹಿಂದಿ ಚಿತ್ರಗೀತೆಗಳ ಗಾಯನ ಕಾರ್ಯಕ್ರಮ bbox=[680, 1600, 1096, 1624]
swamiji-photo bbox=[976, 484, 1300, 584]
kirusuddi-hand-icon bbox=[40, 96, 102, 154]
quote-glyph-icon: “ bbox=[754, 712, 774, 752]
min-temp-block bbox=[968, 22, 1010, 61]
column-divider bbox=[668, 1600, 669, 1992]
